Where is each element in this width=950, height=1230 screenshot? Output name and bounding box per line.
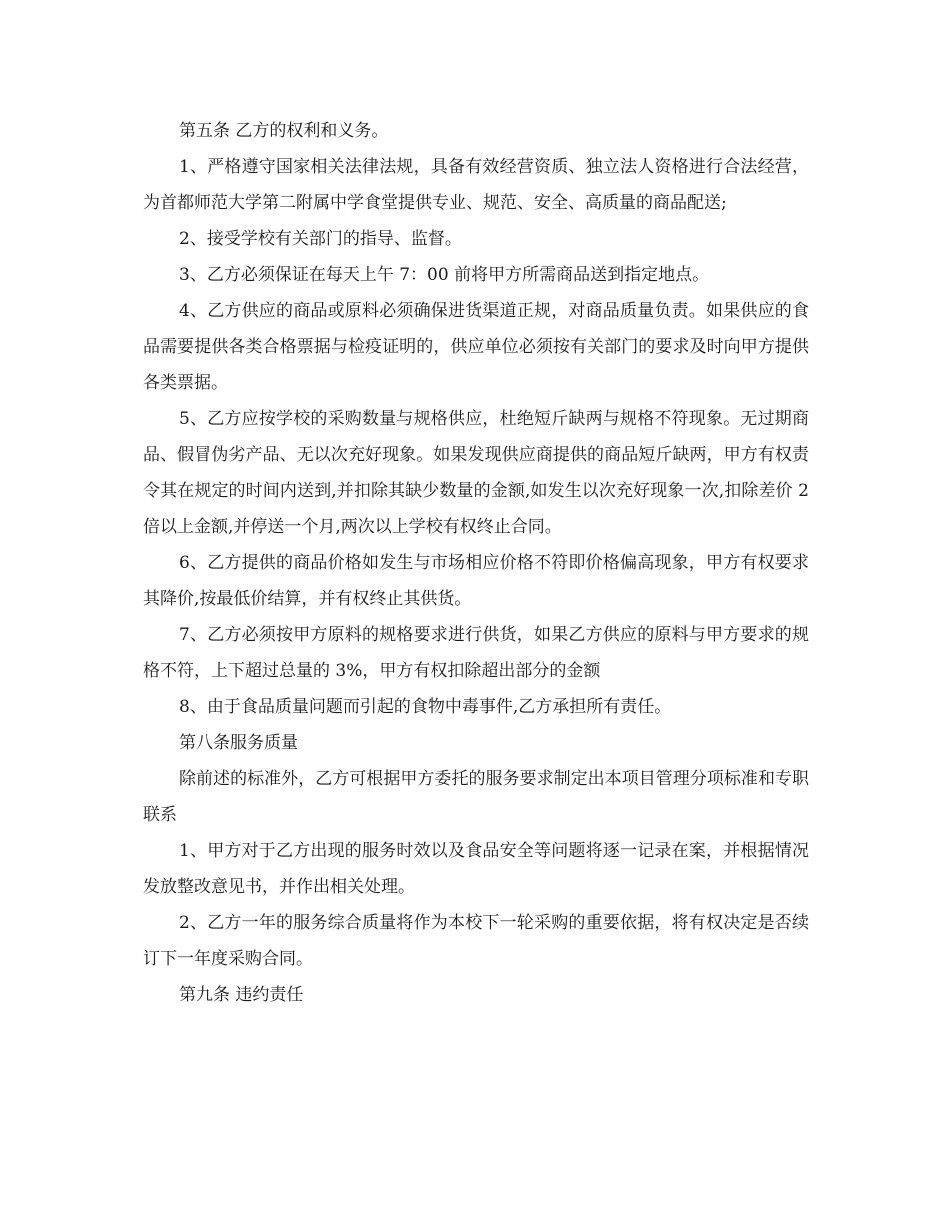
clause-5-7: 7、乙方必须按甲方原料的规格要求进行供货，如果乙方供应的原料与甲方要求的规格不符，上下超过总量的 3%，甲方有权扣除超出部分的金额 — [143, 625, 809, 681]
document-body — [143, 113, 809, 1013]
clause-8-2: 2、乙方一年的服务综合质量将作为本校下一轮采购的重要依据，将有权决定是否续订下一年度采购合同。 — [143, 913, 809, 969]
article-8-intro: 除前述的标准外，乙方可根据甲方委托的服务要求制定出本项目管理分项标准和专职联系 — [143, 769, 809, 825]
article-9-heading: 第九条 违约责任 — [179, 985, 304, 1005]
clause-5-1: 1、严格遵守国家相关法律法规，具备有效经营资质、独立法人资格进行合法经营，为首都师范大学第二附属中学食堂提供专业、规范、安全、高质量的商品配送; — [143, 157, 809, 213]
clause-5-8: 8、由于食品质量问题而引起的食物中毒事件,乙方承担所有责任。 — [179, 697, 672, 717]
clause-5-3: 3、乙方必须保证在每天上午 7：00 前将甲方所需商品送到指定地点。 — [179, 265, 710, 285]
clause-5-4: 4、乙方供应的商品或原料必须确保进货渠道正规，对商品质量负责。如果供应的食品需要提供各类合格票据与检疫证明的，供应单位必须按有关部门的要求及时向甲方提供各类票据。 — [143, 301, 809, 393]
article-5-heading: 第五条 乙方的权利和义务。 — [179, 121, 389, 141]
article-8-heading: 第八条服务质量 — [179, 733, 298, 753]
clause-5-6: 6、乙方提供的商品价格如发生与市场相应价格不符即价格偏高现象，甲方有权要求其降价,按最低价结算，并有权终止其供货。 — [143, 553, 809, 609]
clause-8-1: 1、甲方对于乙方出现的服务时效以及食品安全等问题将逐一记录在案，并根据情况发放整改意见书，并作出相关处理。 — [143, 841, 809, 897]
clause-5-5: 5、乙方应按学校的采购数量与规格供应，杜绝短斤缺两与规格不符现象。无过期商品、假冒伪劣产品、无以次充好现象。如果发现供应商提供的商品短斤缺两，甲方有权责令其在规定的时间内送到,并扣除其缺少数量的金额,如发生以次充好现象一次,扣除差价 2 倍以上金额,并停送一个月,两次以上学校有权终止合同。 — [143, 409, 809, 537]
clause-5-2: 2、接受学校有关部门的指导、监督。 — [179, 229, 462, 249]
